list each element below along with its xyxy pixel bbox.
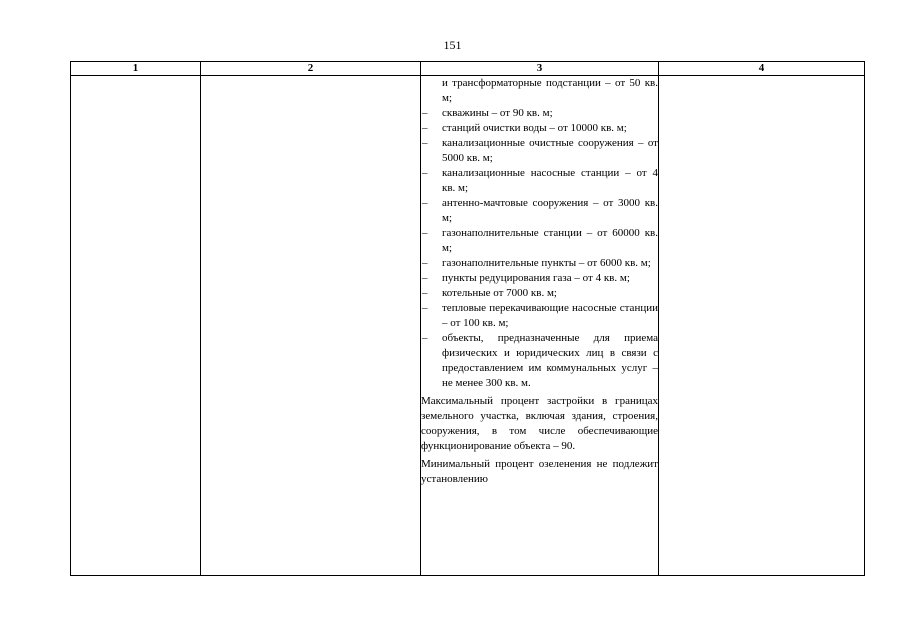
list-item (421, 136, 658, 166)
list-item-text: газонаполнительные станции – от 60000 кв. м; (442, 227, 658, 254)
table-row (71, 76, 865, 576)
list-item (421, 106, 658, 121)
column-header-2: 2 (201, 62, 421, 76)
dash-bullet: – (422, 167, 428, 179)
list-item (421, 301, 658, 331)
page-number: 151 (443, 38, 462, 52)
list-item-text: канализационные очистные сооружения – от 5000 кв. м; (442, 137, 658, 164)
list-item-text: газонаполнительные пункты – от 6000 кв. м; (442, 257, 651, 269)
list-item-text: тепловые перекачивающие насосные станции – от 100 кв. м; (442, 302, 658, 329)
list-item-text: антенно-мачтовые сооружения – от 3000 кв. м; (442, 197, 658, 224)
list-item (421, 331, 658, 391)
list-item-text: канализационные насосные станции – от 4 кв. м; (442, 167, 658, 194)
dash-bullet: – (422, 332, 428, 344)
list-item-text: котельные от 7000 кв. м; (442, 287, 557, 299)
dash-bullet: – (422, 227, 428, 239)
list-item (421, 166, 658, 196)
cell-column-4 (659, 76, 865, 576)
column-header-4: 4 (659, 62, 865, 76)
list-item (421, 271, 658, 286)
column-header-3: 3 (421, 62, 659, 76)
cell-column-2 (201, 76, 421, 576)
dash-bullet: – (422, 272, 428, 284)
dash-bullet: – (422, 197, 428, 209)
list-item-text: станций очистки воды – от 10000 кв. м; (442, 122, 627, 134)
dash-bullet: – (422, 302, 428, 314)
list-item (421, 256, 658, 271)
dash-bullet: – (422, 257, 428, 269)
list-item-text: скважины – от 90 кв. м; (442, 107, 553, 119)
regulation-table (70, 61, 865, 576)
continued-list-item: и трансформаторные подстанции – от 50 кв. м; (442, 77, 658, 104)
cell-column-3 (421, 76, 659, 576)
dash-bullet: – (422, 122, 428, 134)
list-item (421, 196, 658, 226)
max-build-percentage-paragraph: Максимальный процент застройки в границах земельного участка, включая здания, строения, сооружения, в том числе обеспечивающие функционирование объекта – 90. (421, 395, 658, 452)
dash-bullet: – (422, 137, 428, 149)
list-item-text: объекты, предназначенные для приема физических и юридических лиц в связи с предоставлением им коммунальных услуг – не менее 300 кв. м. (442, 332, 658, 389)
list-item (421, 226, 658, 256)
cell-column-1 (71, 76, 201, 576)
min-green-percentage-paragraph: Минимальный процент озеленения не подлежит установлению (421, 458, 658, 485)
column-header-1: 1 (71, 62, 201, 76)
dash-bullet: – (422, 107, 428, 119)
list-item (421, 121, 658, 136)
dash-bullet: – (422, 287, 428, 299)
list-item-text: пункты редуцирования газа – от 4 кв. м; (442, 272, 630, 284)
table-header-row (71, 62, 865, 76)
list-item (421, 286, 658, 301)
